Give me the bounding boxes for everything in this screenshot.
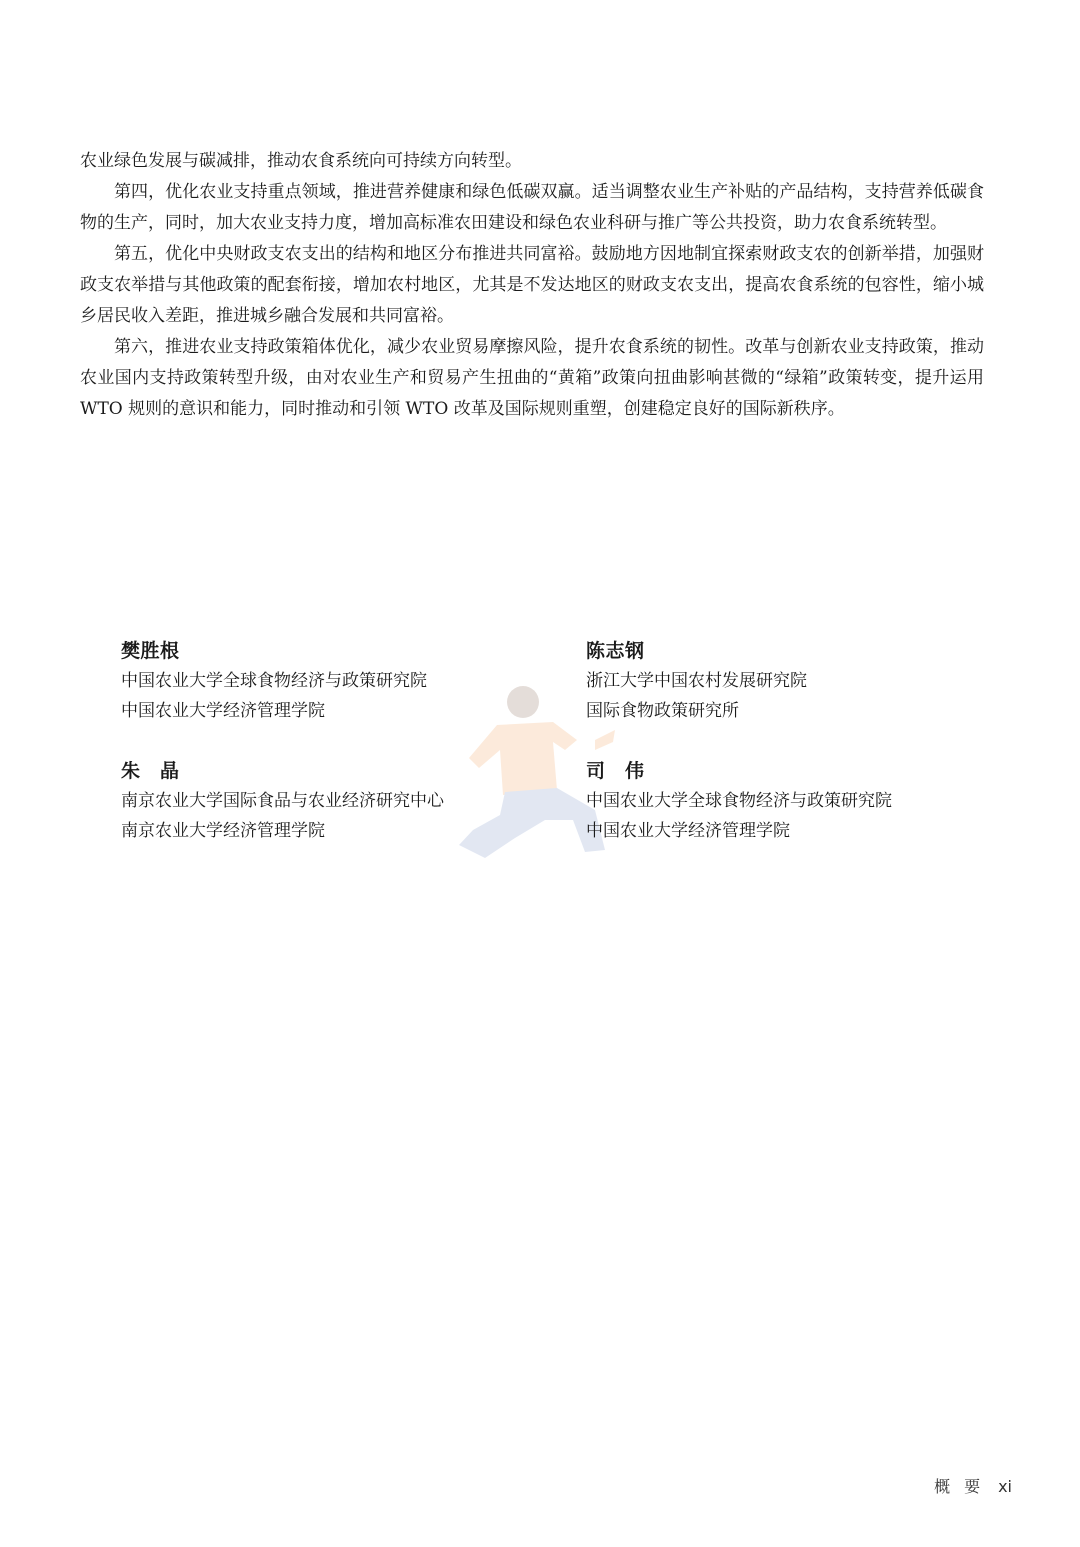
- author-affiliation: 浙江大学中国农村发展研究院: [586, 671, 807, 691]
- page-number: xi: [998, 1477, 1012, 1496]
- author-name: 司 伟: [586, 760, 645, 782]
- page-footer: [934, 1474, 1012, 1497]
- author-name: 樊胜根: [121, 640, 180, 662]
- author-affiliation: 国际食物政策研究所: [586, 701, 739, 721]
- author-affiliation: 中国农业大学经济管理学院: [586, 821, 790, 841]
- paragraph-3: 第五，优化中央财政支农支出的结构和地区分布推进共同富裕。鼓励地方因地制宜探索财政支农的创新举措，加强财政支农举措与其他政策的配套衔接，增加农村地区，尤其是不发达地区的财政支农支出，提高农食系统的包容性，缩小城乡居民收入差距，推进城乡融合发展和共同富裕。: [80, 244, 984, 326]
- author-affiliation: 南京农业大学国际食品与农业经济研究中心: [121, 791, 444, 811]
- footer-section-title: 概要: [934, 1477, 995, 1496]
- author-affiliation: 南京农业大学经济管理学院: [121, 821, 325, 841]
- author-block-1: [121, 636, 541, 726]
- author-affiliation: 中国农业大学全球食物经济与政策研究院: [121, 671, 427, 691]
- author-affiliation: 中国农业大学全球食物经济与政策研究院: [586, 791, 892, 811]
- author-block-3: [121, 756, 541, 846]
- author-affiliation: 中国农业大学经济管理学院: [121, 701, 325, 721]
- author-name: 朱 晶: [121, 760, 180, 782]
- paragraph-2: 第四，优化农业支持重点领域，推进营养健康和绿色低碳双赢。适当调整农业生产补贴的产品结构，支持营养低碳食物的生产，同时，加大农业支持力度，增加高标准农田建设和绿色农业科研与推广等公共投资，助力农食系统转型。: [80, 182, 984, 233]
- body-text: [80, 146, 984, 425]
- paragraph-4: 第六，推进农业支持政策箱体优化，减少农业贸易摩擦风险，提升农食系统的韧性。改革与创新农业支持政策，推动农业国内支持政策转型升级，由对农业生产和贸易产生扭曲的“黄箱”政策向扭曲影响甚微的“绿箱”政策转变，提升运用 WTO 规则的意识和能力，同时推动和引领 WTO 改革及国际规则重塑，创建稳定良好的国际新秩序。: [80, 337, 984, 419]
- author-block-2: [586, 636, 1006, 726]
- paragraph-1: 农业绿色发展与碳减排，推动农食系统向可持续方向转型。: [80, 151, 522, 171]
- author-block-4: [586, 756, 1006, 846]
- author-name: 陈志钢: [586, 640, 645, 662]
